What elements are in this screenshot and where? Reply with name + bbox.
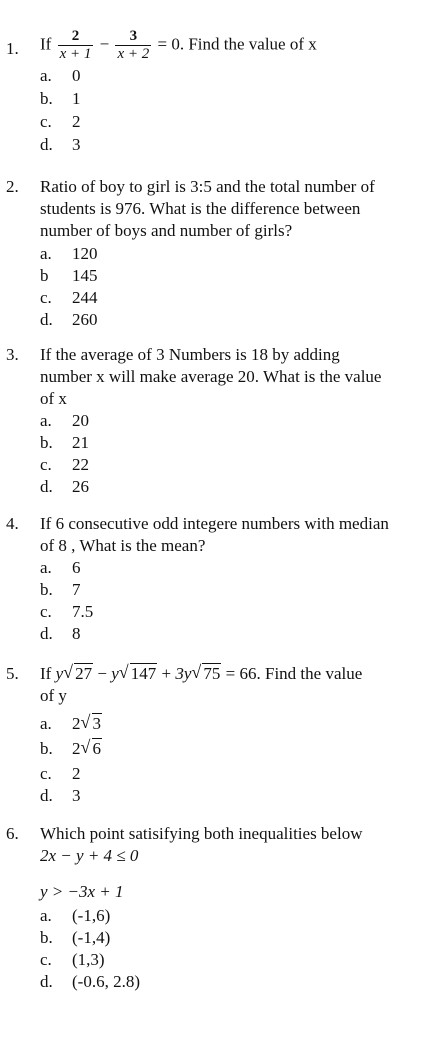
- option-c: [40, 111, 81, 133]
- option-c: [40, 287, 98, 309]
- option-value: 1: [72, 89, 81, 108]
- option-value: 22: [72, 455, 89, 474]
- option-letter: b.: [40, 739, 53, 758]
- option-letter: c.: [40, 764, 52, 783]
- option-letter: d.: [40, 477, 53, 496]
- option-d: [40, 309, 98, 331]
- question-stem: [40, 176, 432, 242]
- fraction-1: [58, 28, 94, 63]
- stem-line-2: of 8 , What is the mean?: [40, 536, 206, 555]
- option-value: 7.5: [72, 602, 94, 621]
- option-a: [40, 243, 98, 265]
- question-number: 2.: [6, 177, 19, 196]
- radical-27: [63, 663, 93, 685]
- question-stem: [40, 344, 432, 410]
- fraction-1-numerator: 2: [58, 28, 94, 46]
- option-c: [40, 601, 93, 623]
- radicand: 27: [75, 664, 93, 683]
- option-value: 26: [72, 477, 89, 496]
- term-2-coefficient: y: [111, 664, 119, 683]
- option-letter: b.: [40, 580, 53, 599]
- stem-line-3: of x: [40, 389, 67, 408]
- stem-line-1: If 6 consecutive odd integere numbers with median: [40, 514, 389, 533]
- question-number: 5.: [6, 664, 19, 683]
- option-value: (-0.6, 2.8): [72, 972, 140, 991]
- radicand: 6: [92, 739, 101, 758]
- sqrt-icon: √: [80, 712, 91, 732]
- option-letter: a.: [40, 244, 52, 263]
- option-coefficient: 2: [72, 739, 81, 758]
- option-d: [40, 971, 140, 993]
- option-a: [40, 410, 89, 432]
- option-b: [40, 927, 110, 949]
- option-d: [40, 785, 81, 807]
- option-value: (-1,6): [72, 906, 111, 925]
- fraction-2: [115, 28, 151, 63]
- option-b: [40, 579, 81, 601]
- option-letter: c.: [40, 950, 52, 969]
- stem-suffix: = 0. Find the value of x: [157, 34, 317, 54]
- option-d: [40, 623, 81, 645]
- question-stem: [40, 28, 432, 63]
- term-3-coefficient: 3y: [175, 664, 192, 683]
- fraction-1-denominator: x + 1: [59, 46, 92, 62]
- option-letter: b.: [40, 433, 53, 452]
- sqrt-icon: √: [191, 662, 202, 682]
- option-d: [40, 134, 81, 156]
- sqrt-icon: √: [118, 662, 129, 682]
- option-a: [40, 905, 110, 927]
- question-number: 4.: [6, 514, 19, 533]
- question-stem: [40, 823, 432, 903]
- option-value: 20: [72, 411, 89, 430]
- option-value: 21: [72, 433, 89, 452]
- stem-suffix: = 66. Find the value: [225, 664, 363, 683]
- operator: +: [161, 664, 172, 683]
- option-value: 7: [72, 580, 81, 599]
- option-b: [40, 265, 98, 287]
- option-letter: d.: [40, 135, 53, 154]
- option-a: [40, 557, 81, 579]
- question-stem: [40, 513, 432, 557]
- option-value: 3: [72, 135, 81, 154]
- option-letter: a.: [40, 66, 52, 85]
- option-value: 2: [72, 112, 81, 131]
- option-c: [40, 949, 105, 971]
- option-letter: d.: [40, 310, 53, 329]
- minus-sign: −: [99, 34, 110, 54]
- stem-line-2: students is 976. What is the difference between: [40, 199, 361, 218]
- option-letter: c.: [40, 455, 52, 474]
- radicand: 75: [203, 664, 221, 683]
- term-1-coefficient: y: [55, 664, 64, 683]
- option-value: 145: [72, 266, 98, 285]
- option-letter: b: [40, 266, 49, 285]
- option-letter: b.: [40, 928, 53, 947]
- option-letter: d.: [40, 972, 53, 991]
- option-b: [40, 432, 89, 454]
- question-number: 1.: [6, 39, 19, 58]
- option-letter: a.: [40, 411, 52, 430]
- stem-line-1: [40, 663, 432, 685]
- option-letter: a.: [40, 558, 52, 577]
- option-value: 3: [72, 786, 81, 805]
- option-c: [40, 454, 89, 476]
- radical-147: [119, 663, 158, 685]
- option-radical: [81, 713, 103, 735]
- stem-line-2: of y: [40, 686, 67, 705]
- stem-prefix: If: [40, 664, 52, 683]
- radicand: 147: [130, 664, 157, 683]
- option-b: [40, 88, 81, 110]
- stem-line-1: If the average of 3 Numbers is 18 by adding: [40, 345, 340, 364]
- question-number: 3.: [6, 345, 19, 364]
- stem-line-1: Ratio of boy to girl is 3:5 and the total number of: [40, 177, 375, 196]
- option-letter: c.: [40, 288, 52, 307]
- option-value: 260: [72, 310, 98, 329]
- option-letter: d.: [40, 786, 53, 805]
- option-letter: b.: [40, 89, 53, 108]
- option-letter: c.: [40, 112, 52, 131]
- stem-line-3: number of boys and number of girls?: [40, 221, 293, 240]
- option-a: [40, 65, 81, 87]
- option-value: 6: [72, 558, 81, 577]
- option-value: (1,3): [72, 950, 105, 969]
- option-value: 8: [72, 624, 81, 643]
- option-value: 2: [72, 764, 81, 783]
- option-c: [40, 763, 81, 785]
- option-value: 0: [72, 66, 81, 85]
- option-value: (-1,4): [72, 928, 111, 947]
- fraction-2-numerator: 3: [115, 28, 151, 46]
- option-coefficient: 2: [72, 714, 81, 733]
- fraction-2-denominator: x + 2: [117, 46, 150, 62]
- sqrt-icon: √: [63, 662, 74, 682]
- radicand: 3: [92, 714, 101, 733]
- inequality-2: y > −3x + 1: [40, 882, 124, 901]
- question-stem: [40, 663, 432, 707]
- option-letter: c.: [40, 602, 52, 621]
- stem-line-2: number x will make average 20. What is the value: [40, 367, 382, 386]
- stem-line-1: Which point satisifying both inequalities below: [40, 824, 363, 843]
- option-radical: [81, 738, 103, 760]
- option-value: 244: [72, 288, 98, 307]
- inequality-1: 2x − y + 4 ≤ 0: [40, 846, 139, 865]
- radical-75: [191, 663, 221, 685]
- option-d: [40, 476, 89, 498]
- operator: −: [97, 664, 107, 683]
- option-value: 120: [72, 244, 98, 263]
- question-number: 6.: [6, 824, 19, 843]
- sqrt-icon: √: [80, 737, 91, 757]
- option-letter: d.: [40, 624, 53, 643]
- option-a: [40, 713, 102, 735]
- stem-prefix: If: [40, 34, 52, 54]
- option-letter: a.: [40, 714, 52, 733]
- option-letter: a.: [40, 906, 52, 925]
- option-b: [40, 738, 102, 760]
